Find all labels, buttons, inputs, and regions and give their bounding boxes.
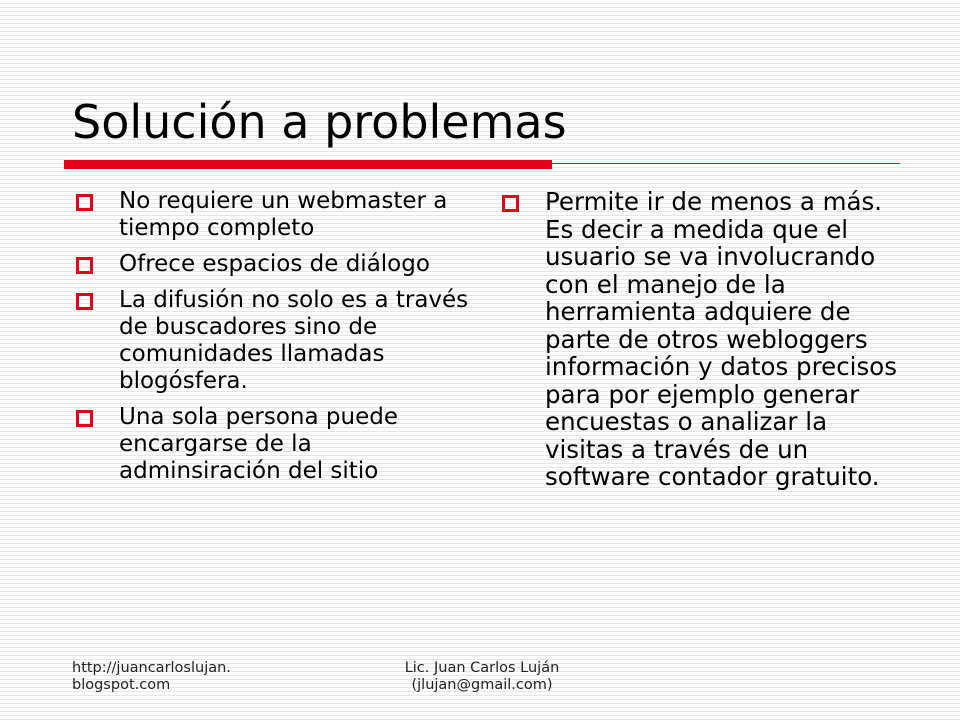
list-item [72,404,472,485]
title-underline-thin [552,163,900,164]
list-item [72,188,472,242]
list-item [72,251,472,278]
list-item [498,188,898,491]
hollow-square-icon [76,410,93,427]
hollow-square-icon [76,257,93,274]
footer-url-line2: blogspot.com [72,677,171,693]
footer-url-line1: http://juancarloslujan. [72,660,231,676]
bullet-text: Permite ir de menos a más. Es decir a medida que el usuario se va involucrando con el manejo de la herramienta adquiere de parte de otros webloggers información y datos precisos para por ejemplo generar encuestas o analizar la visitas a través de un software contador gratuito. [545,187,898,491]
footer-author-email: (jlujan@gmail.com) [411,677,553,693]
bullet-text: Una sola persona puede encargarse de la adminsiración del sitio [119,404,398,484]
right-bullet-list [498,188,898,500]
bullet-text: No requiere un webmaster a tiempo completo [119,188,448,241]
slide-title: Solución a problemas [72,95,567,149]
footer-author-name: Lic. Juan Carlos Luján [404,660,560,676]
footer-author [372,660,592,694]
hollow-square-icon [76,194,93,211]
hollow-square-icon [502,195,519,212]
list-item [72,287,472,395]
footer-url [72,660,292,694]
bullet-text: La difusión no solo es a través de buscadores sino de comunidades llamadas blogósfera. [119,287,469,394]
left-bullet-list [72,188,472,494]
title-underline-thick [64,160,552,169]
bullet-text: Ofrece espacios de diálogo [119,251,430,277]
hollow-square-icon [76,293,93,310]
